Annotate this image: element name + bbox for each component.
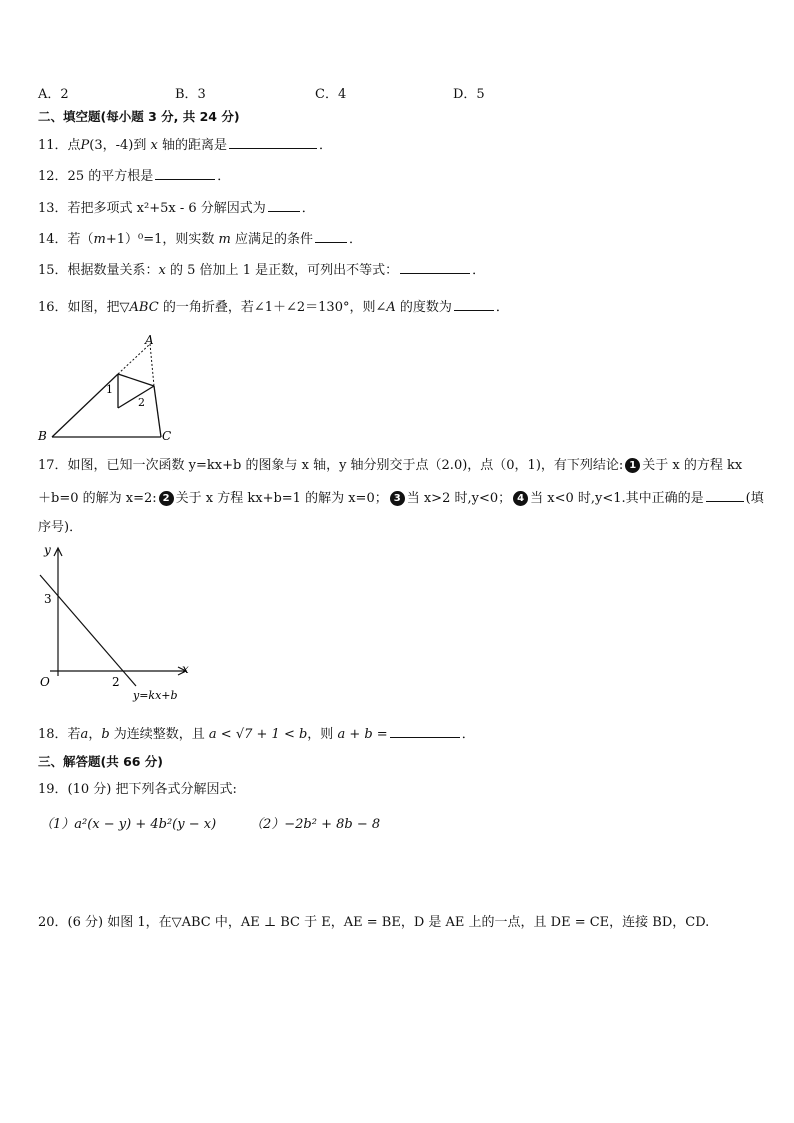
question-19-part1: （1）a²(x − y) + 4b²(y − x) xyxy=(40,817,217,832)
question-12: 12．25 的平方根是 ． xyxy=(38,166,230,186)
question-17-line2: ＋b=0 的解为 x=2: 2 关于 x 方程 kx+b=1 的解为 x=0； 3 当 x>2 时,y<0； 4 当 x<0 时,y<1.其中正确的是 (填 xyxy=(38,488,764,508)
question-15: 15．根据数量关系：x 的 5 倍加上 1 是正数，可列出不等式： ． xyxy=(38,260,485,280)
section3-heading: 三、解答题(共 66 分) xyxy=(38,754,164,769)
section2-heading: 二、填空题(每小题 3 分, 共 24 分) xyxy=(38,109,240,124)
figure-17-graph xyxy=(30,540,200,708)
question-17-line1: 17．如图，已知一次函数 y=kx+b 的图象与 x 轴，y 轴分别交于点（2.0)，点（0，1)，有下列结论: 1 关于 x 的方程 kx xyxy=(38,458,743,473)
q10-option-c: C．4 xyxy=(315,87,347,102)
circled-number-4: 4 xyxy=(513,491,528,506)
question-18: 18．若a，b 为连续整数，且 a < √7 + 1 < b，则 a + b = ． xyxy=(38,724,475,744)
q10-option-d: D．5 xyxy=(453,87,485,102)
folded-side-2 xyxy=(118,386,154,408)
dotted-ac xyxy=(150,344,154,386)
label-y: y xyxy=(44,543,51,557)
label-x: x xyxy=(182,662,189,676)
label-c: C xyxy=(162,429,172,443)
answer-blank[interactable] xyxy=(229,135,317,149)
question-19-title: 19．(10 分) 把下列各式分解因式: xyxy=(38,782,237,797)
label-function: y=kx+b xyxy=(133,689,178,702)
question-13: 13．若把多项式 x²+5x - 6 分解因式为 ． xyxy=(38,198,315,218)
fold-line xyxy=(118,374,154,386)
question-11: 11．点P(3，-4)到 x 轴的距离是 ． xyxy=(38,135,332,155)
answer-blank[interactable] xyxy=(706,488,744,502)
answer-blank[interactable] xyxy=(268,198,300,212)
label-2: 2 xyxy=(138,396,145,409)
label-a: A xyxy=(145,333,154,347)
answer-blank[interactable] xyxy=(315,229,347,243)
answer-blank[interactable] xyxy=(390,724,460,738)
function-line xyxy=(40,575,136,686)
label-2: 2 xyxy=(112,675,120,689)
question-17-line3: 序号)． xyxy=(38,520,83,535)
answer-blank[interactable] xyxy=(454,297,494,311)
answer-blank[interactable] xyxy=(400,260,470,274)
side-c-fold xyxy=(154,386,161,437)
circled-number-3: 3 xyxy=(390,491,405,506)
question-14: 14．若（m+1）⁰=1，则实数 m 应满足的条件 ． xyxy=(38,229,362,249)
answer-blank[interactable] xyxy=(155,166,215,180)
dotted-ab xyxy=(118,344,150,374)
circled-number-2: 2 xyxy=(159,491,174,506)
label-1: 1 xyxy=(106,383,113,396)
label-origin: O xyxy=(40,675,50,689)
question-20: 20．(6 分) 如图 1，在▽ABC 中，AE ⊥ BC 于 E，AE = BE，D 是 AE 上的一点，且 DE = CE，连接 BD，CD. xyxy=(38,915,710,930)
question-19-part2: （2）−2b² + 8b − 8 xyxy=(250,817,381,832)
q10-option-a: A．2 xyxy=(38,87,69,102)
label-b: B xyxy=(38,429,47,443)
circled-number-1: 1 xyxy=(625,458,640,473)
figure-16-triangle xyxy=(30,330,190,445)
label-3: 3 xyxy=(44,592,52,606)
question-16: 16．如图，把▽ABC 的一角折叠，若∠1＋∠2＝130°，则∠A 的度数为 ． xyxy=(38,297,509,317)
q10-option-b: B．3 xyxy=(175,87,206,102)
